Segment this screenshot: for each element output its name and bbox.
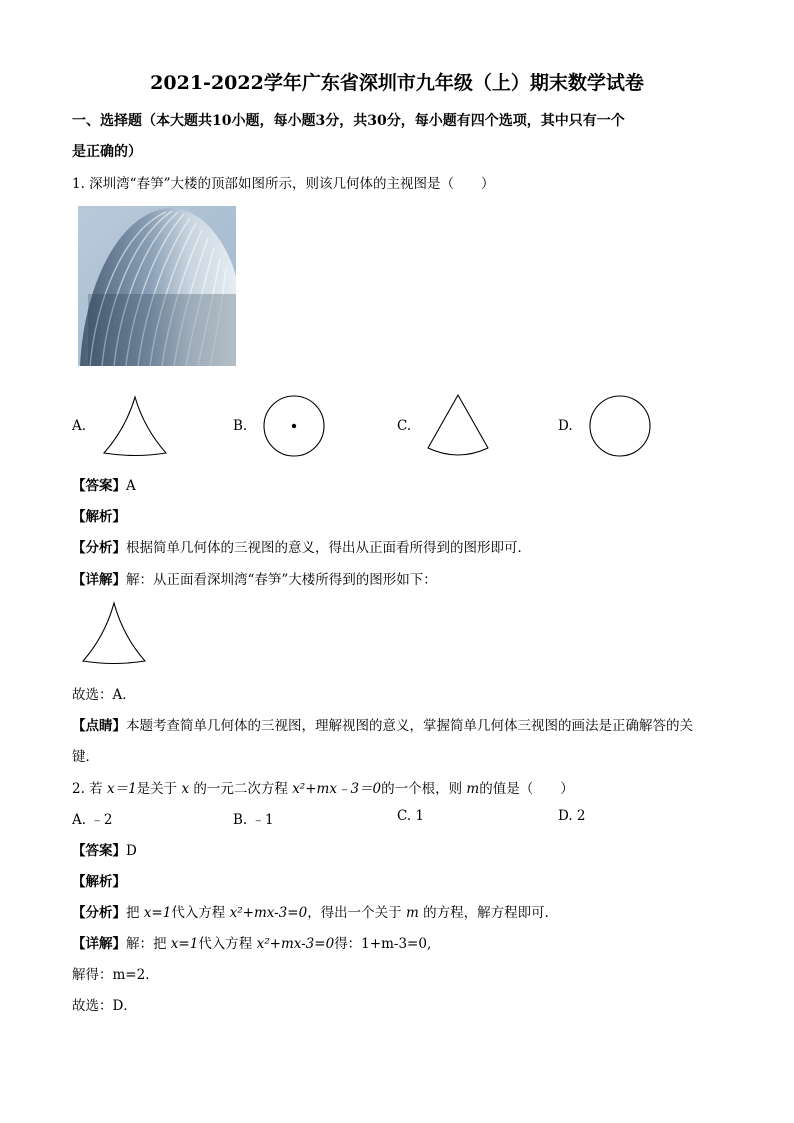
q1-comment [72,714,693,734]
q2-answer [72,839,137,859]
q2-solve: 解得：m=2． [72,967,159,983]
q2-fenxi-tag: 【分析】 [72,905,126,921]
building-photo [78,206,236,366]
section-heading-line2: 是正确的） [72,144,142,160]
q2-detail-eq2: x²+mx-3=0 [256,936,335,952]
q2-stem-x: x [181,781,190,797]
q2-stem-mid1: 是关于 [136,781,178,797]
page-title: 2021-2022学年广东省深圳市九年级（上）期末数学试卷 [150,72,644,94]
q2-detail-mid: 代入方程 [198,936,253,952]
q1-fenxi-tag: 【分析】 [72,540,126,556]
q2-fenxi-pre: 把 [126,905,140,921]
q2-analysis-tag: 【解析】 [72,874,126,890]
q2-stem [72,777,574,797]
q2-fenxi-eq: x=1 [143,905,172,921]
q1-option-a-label: A. [72,418,87,434]
q1-detail-text: 解：从正面看深圳湾“春笋”大楼所得到的图形如下： [126,572,437,588]
q1-analysis-tag: 【解析】 [72,509,126,525]
q1-detail-tag: 【详解】 [72,572,126,588]
q2-fenxi-mid: 代入方程 [171,905,226,921]
q2-detail [72,932,431,952]
q1-fenxi-text: 根据简单几何体的三视图的意义，得出从正面看所得到的图形即可． [126,540,531,556]
q1-option-b-shape [262,394,328,460]
q2-stem-pre: 2. 若 [72,781,103,797]
q2-detail-end: 得：1+m-3=0, [334,936,432,952]
q1-comment-line2: 键． [72,749,99,765]
section-heading-line1: 一、选择题（本大题共10小题，每小题3分，共30分，每小题有四个选项，其中只有一个 [72,113,625,129]
building-photo-art [78,206,236,366]
q1-option-a-shape [100,394,172,458]
q2-option-d: D. 2 [558,808,586,824]
q2-answer-value: D [126,843,137,859]
q1-comment-text: 本题考查简单几何体的三视图，理解视图的意义，掌握简单几何体三视图的画法是正确解答的关 [126,718,693,734]
q2-option-c: C. 1 [397,808,425,824]
q1-solution-shape [80,600,152,666]
q1-answer [72,474,136,494]
q1-choose: 故选：A． [72,687,136,703]
q2-choose: 故选：D． [72,998,137,1014]
q2-fenxi-m: m [405,905,419,921]
q2-fenxi-mid2: ，得出一个关于 [307,905,402,921]
q1-comment-tag: 【点睛】 [72,718,126,734]
q2-answer-tag: 【答案】 [72,843,126,859]
q2-stem-eq: x＝1 [106,781,137,797]
q1-option-c-label: C. [397,418,412,434]
q2-stem-mid2: 的一元二次方程 [193,781,288,797]
q1-answer-tag: 【答案】 [72,478,126,494]
q1-option-d-label: D. [558,418,573,434]
q2-stem-m: m [466,781,480,797]
q2-stem-eq2: x²+mx﹣3＝0 [292,781,382,797]
q1-option-b-label: B. [233,418,248,434]
q2-detail-pre: 解：把 [126,936,167,952]
q1-detail [72,568,437,588]
q2-fenxi [72,901,558,921]
q1-answer-value: A [126,478,136,494]
q2-stem-end: 的值是（ ） [479,781,574,797]
q2-detail-tag: 【详解】 [72,936,126,952]
q2-option-a: A. ﹣2 [72,812,113,828]
q2-detail-eq: x=1 [170,936,199,952]
q1-fenxi [72,536,531,556]
q1-option-d-shape [588,394,654,460]
q1-option-c-shape [424,392,496,460]
q2-option-b: B. ﹣1 [233,812,274,828]
q2-stem-mid3: 的一个根，则 [381,781,463,797]
q2-fenxi-end: 的方程，解方程即可． [423,905,559,921]
q1-stem: 1. 深圳湾“春笋”大楼的顶部如图所示，则该几何体的主视图是（ ） [72,176,495,192]
q2-fenxi-eq2: x²+mx-3=0 [229,905,308,921]
